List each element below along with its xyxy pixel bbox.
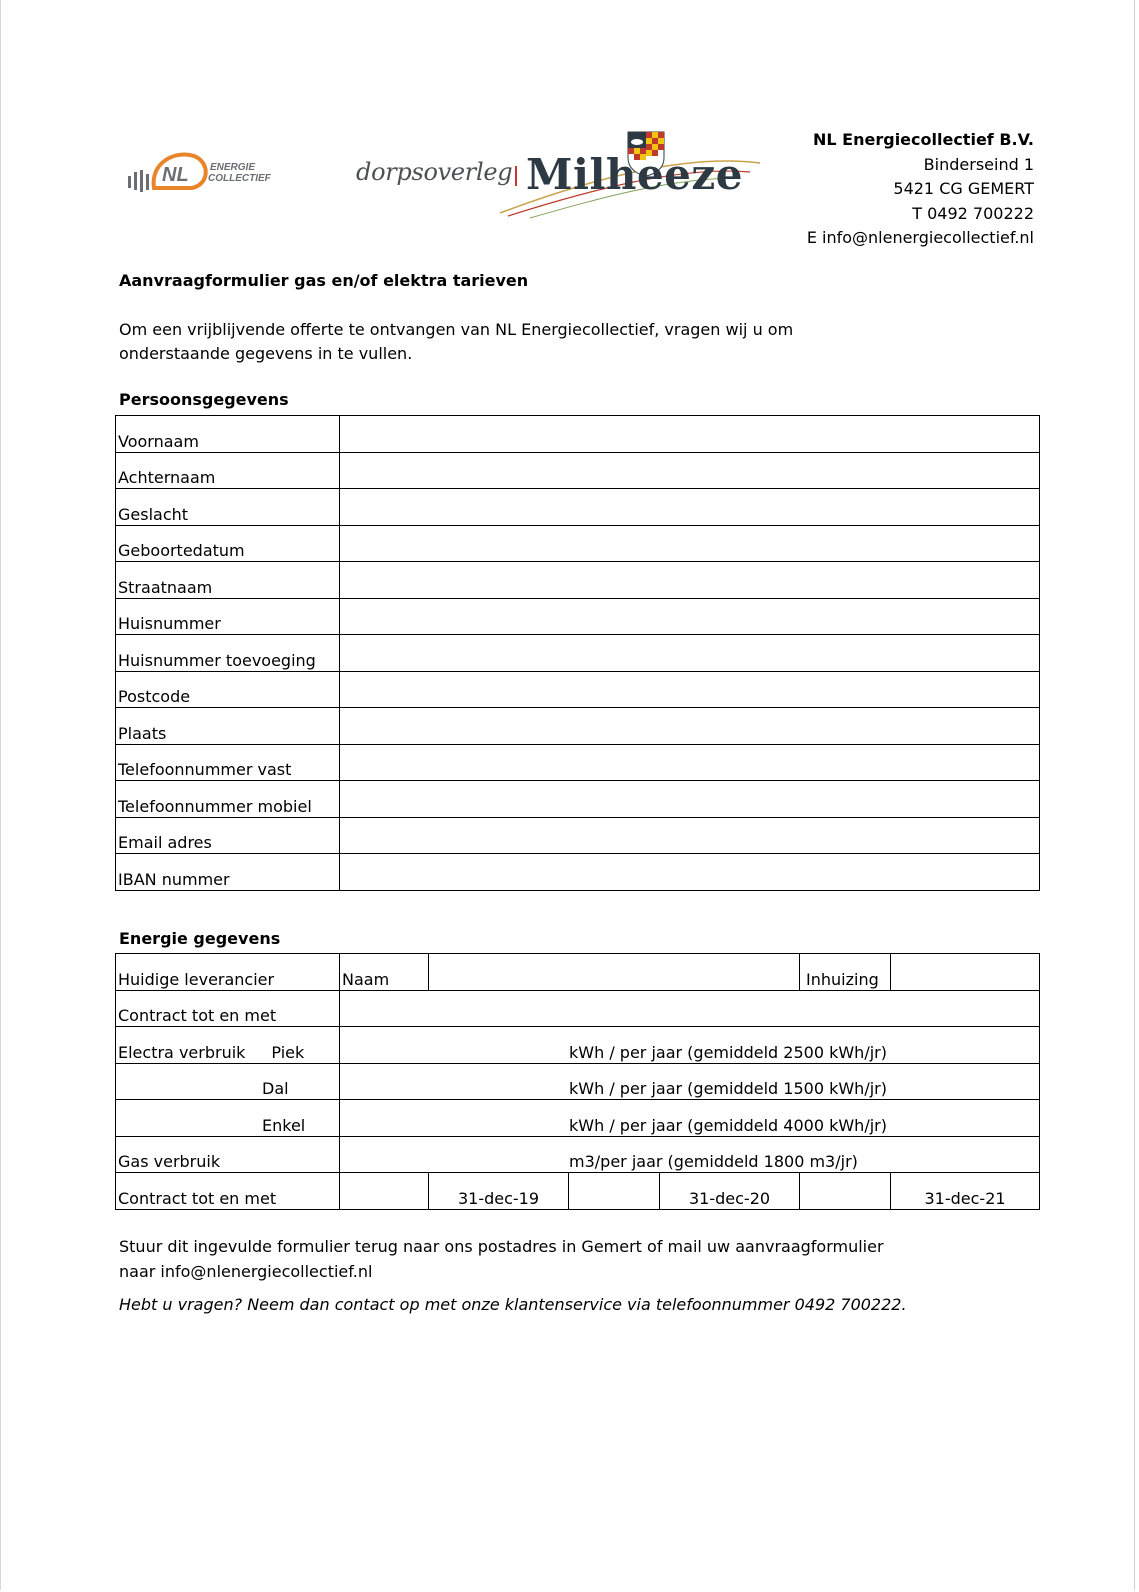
form-intro: Om een vrijblijvende offerte te ontvangen van NL Energiecollectief, vragen wij u om onderstaande gegevens in te vullen. [119, 320, 794, 363]
section-title-energie: Energie gegevens [119, 929, 281, 948]
table-row [116, 635, 1040, 672]
questions-note: Hebt u vragen? Neem dan contact op met onze klantenservice via telefoonnummer 0492 700222. [119, 1295, 907, 1314]
label-naam: Naam [340, 954, 429, 991]
date-2020: 31-dec-20 [660, 1173, 800, 1210]
table-row [116, 489, 1040, 526]
logo-separator [515, 166, 517, 186]
energy-data-table [115, 953, 1040, 1210]
input-leverancier-naam[interactable] [429, 954, 800, 991]
company-email: E info@nlenergiecollectief.nl [806, 228, 1034, 247]
table-row [116, 416, 1040, 453]
field-input[interactable] [340, 598, 1040, 635]
label-electra-enkel: Enkel [116, 1100, 340, 1137]
table-row [116, 1136, 1040, 1173]
logo-dorpsoverleg-text: dorpsoverleg [356, 158, 513, 186]
field-label: Geboortedatum [116, 525, 340, 562]
table-row [116, 1027, 1040, 1064]
field-input[interactable] [340, 854, 1040, 891]
table-row [116, 1063, 1040, 1100]
input-electra-dal[interactable]: kWh / per jaar (gemiddeld 1500 kWh/jr) [340, 1063, 1040, 1100]
field-label: Huisnummer [116, 598, 340, 635]
table-row [116, 708, 1040, 745]
company-address [807, 128, 1034, 251]
field-label: Telefoonnummer vast [116, 744, 340, 781]
date-2021: 31-dec-21 [891, 1173, 1040, 1210]
return-instructions: Stuur dit ingevulde formulier terug naar ons postadres in Gemert of mail uw aanvraagformulier naar info@nlenergiecollectief.nl [119, 1237, 884, 1281]
field-input[interactable] [340, 489, 1040, 526]
field-label: Telefoonnummer mobiel [116, 781, 340, 818]
label-contract-tot-en-met-2: Contract tot en met [116, 1173, 340, 1210]
label-gas-verbruik: Gas verbruik [116, 1136, 340, 1173]
table-row [116, 452, 1040, 489]
nl-energiecollectief-logo [128, 148, 298, 200]
field-label: Geslacht [116, 489, 340, 526]
field-label: Plaats [116, 708, 340, 745]
table-row [116, 671, 1040, 708]
nl-mark: NL [162, 164, 189, 186]
table-row [116, 525, 1040, 562]
input-electra-piek[interactable]: kWh / per jaar (gemiddeld 2500 kWh/jr) [340, 1027, 1040, 1064]
table-row [116, 990, 1040, 1027]
field-label: Voornaam [116, 416, 340, 453]
company-name: NL Energiecollectief B.V. [813, 130, 1034, 149]
logo-milheeze-text: Milheeze [526, 150, 743, 199]
table-row [116, 954, 1040, 991]
field-label: Postcode [116, 671, 340, 708]
label-electra-dal: Dal [116, 1063, 340, 1100]
dorpsoverleg-milheeze-logo [350, 128, 770, 223]
table-row [116, 1100, 1040, 1137]
table-row [116, 781, 1040, 818]
label-contract-tot-en-met: Contract tot en met [116, 990, 340, 1027]
checkbox-contract-2021[interactable] [800, 1173, 891, 1210]
section-title-persoonsgegevens: Persoonsgegevens [119, 390, 289, 409]
field-input[interactable] [340, 562, 1040, 599]
company-city: 5421 CG GEMERT [893, 179, 1034, 198]
form-title: Aanvraagformulier gas en/of elektra tarieven [119, 271, 529, 290]
input-electra-enkel[interactable]: kWh / per jaar (gemiddeld 4000 kWh/jr) [340, 1100, 1040, 1137]
company-phone: T 0492 700222 [912, 203, 1034, 223]
field-input[interactable] [340, 781, 1040, 818]
field-input[interactable] [340, 416, 1040, 453]
label-inhuizing: Inhuizing [800, 954, 891, 991]
field-input[interactable] [340, 635, 1040, 672]
table-row [116, 744, 1040, 781]
field-input[interactable] [340, 671, 1040, 708]
label-huidige-leverancier: Huidige leverancier [116, 954, 340, 991]
table-row [116, 854, 1040, 891]
table-row [116, 1173, 1040, 1210]
table-row [116, 562, 1040, 599]
field-label: Email adres [116, 817, 340, 854]
table-row [116, 817, 1040, 854]
personal-data-table [115, 415, 1040, 891]
input-inhuizing[interactable] [891, 954, 1040, 991]
checkbox-contract-2020[interactable] [569, 1173, 660, 1210]
nl-line1: ENERGIE [210, 162, 256, 173]
field-label: Achternaam [116, 452, 340, 489]
field-input[interactable] [340, 708, 1040, 745]
field-input[interactable] [340, 525, 1040, 562]
field-label: Huisnummer toevoeging [116, 635, 340, 672]
field-label: IBAN nummer [116, 854, 340, 891]
checkbox-contract-2019[interactable] [340, 1173, 429, 1210]
nl-line2: COLLECTIEF [208, 173, 271, 184]
field-input[interactable] [340, 744, 1040, 781]
field-label: Straatnaam [116, 562, 340, 599]
input-contract-tot-en-met[interactable] [340, 990, 1040, 1027]
field-input[interactable] [340, 817, 1040, 854]
date-2019: 31-dec-19 [429, 1173, 569, 1210]
company-street: Binderseind 1 [923, 154, 1034, 174]
table-row [116, 598, 1040, 635]
label-electra-verbruik-piek: Electra verbruik Piek [116, 1027, 340, 1064]
input-gas-verbruik[interactable]: m3/per jaar (gemiddeld 1800 m3/jr) [340, 1136, 1040, 1173]
field-input[interactable] [340, 452, 1040, 489]
